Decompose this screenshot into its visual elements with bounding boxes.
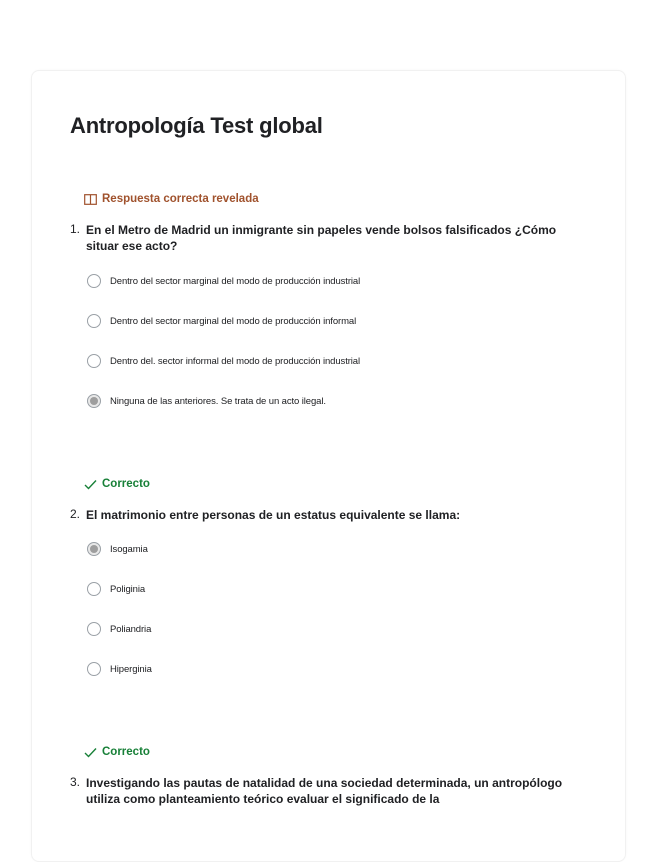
option[interactable] [87,620,151,638]
option-label: Hiperginia [110,663,152,675]
radio-button[interactable] [87,314,101,328]
option[interactable] [87,580,145,598]
option-label: Poliginia [110,583,146,595]
radio-button-checked[interactable] [87,542,101,556]
radio-button[interactable] [87,582,101,596]
answer-status-correct [84,478,150,490]
option-selected[interactable] [87,392,326,410]
radio-button[interactable] [87,662,101,676]
option-label: Ninguna de las anteriores. Se trata de un acto ilegal. [110,395,326,407]
option[interactable] [87,272,360,290]
status-label: Correcto [102,478,150,490]
question-number: 2. [70,507,81,521]
radio-button-checked[interactable] [87,394,101,408]
radio-button[interactable] [87,622,101,636]
question-text: El matrimonio entre personas de un estatus equivalente se llama: [86,508,461,522]
answer-status-revealed [84,193,259,205]
option-label: Dentro del sector marginal del modo de producción industrial [110,275,361,287]
checkmark-icon [84,479,97,490]
radio-button[interactable] [87,354,101,368]
question-text: En el Metro de Madrid un inmigrante sin papeles vende bolsos falsificados ¿Cómo situar ese acto? [86,223,557,253]
form-card [31,70,626,862]
option-label: Dentro del. sector informal del modo de producción industrial [110,355,361,367]
option[interactable] [87,352,360,370]
status-label: Correcto [102,746,150,758]
answer-status-correct [84,746,150,758]
checkmark-icon [84,747,97,758]
option-label: Isogamia [110,543,148,555]
status-label: Respuesta correcta revelada [102,193,259,205]
option-label: Dentro del sector marginal del modo de producción informal [110,315,357,327]
book-open-icon [84,194,97,205]
option[interactable] [87,312,356,330]
question-number: 1. [70,222,81,236]
option[interactable] [87,660,152,678]
option-label: Poliandria [110,623,152,635]
question-text: Investigando las pautas de natalidad de una sociedad determinada, un antropólogo utiliza como planteamiento teórico evaluar el significado de la [86,776,563,806]
page-title: Antropología Test global [70,113,323,138]
question-number: 3. [70,775,81,789]
radio-button[interactable] [87,274,101,288]
option-selected[interactable] [87,540,148,558]
